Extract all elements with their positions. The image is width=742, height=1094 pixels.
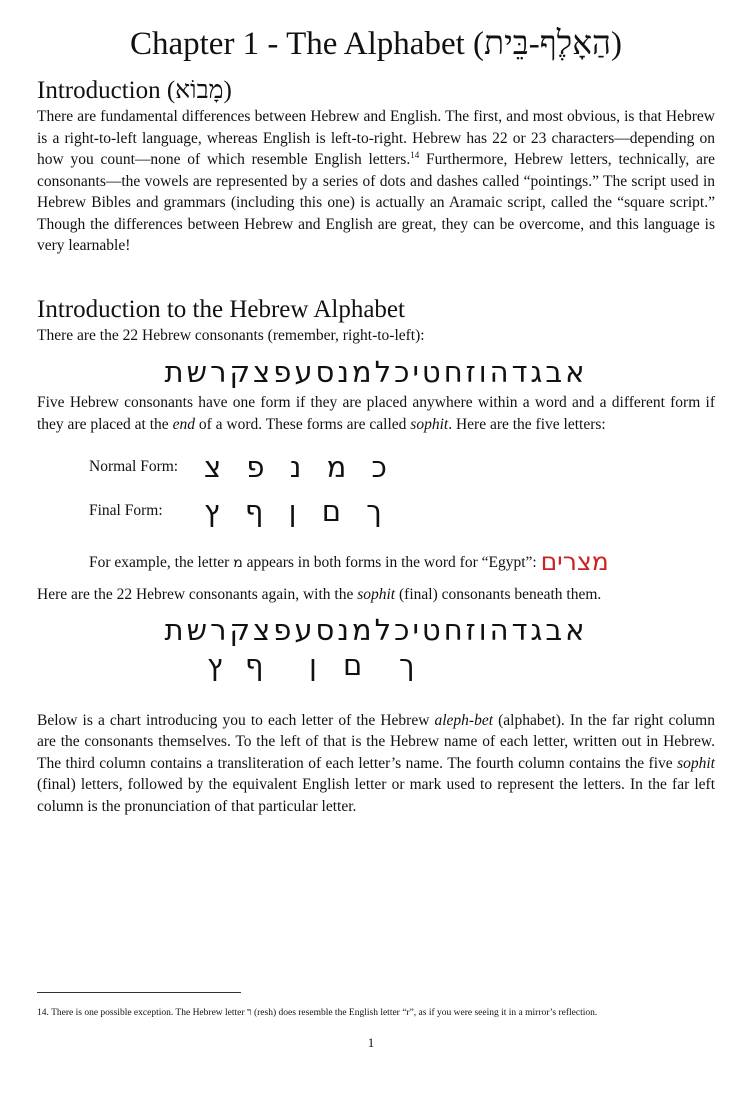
- final-letter-tsadi: ץ: [207, 647, 223, 682]
- final-intro-em: sophit: [357, 586, 396, 603]
- egypt-word: מצרים: [540, 547, 609, 576]
- chart-intro-text-b: (alphabet). In the far right column are the consonants themselves. To the left of that is the Hebrew name of each letter, written out in Hebrew. The third column contains a transliteration of each letter’s name. The fourth column contains the five: [37, 711, 715, 772]
- footnote-divider: [37, 992, 241, 993]
- example-text-b: appears in both forms in the word for “Egypt”:: [242, 554, 541, 571]
- hebrew-alphabet-row-2: אבגדהוזחטיכלמנסעפצקרשת: [164, 612, 588, 647]
- chart-intro-paragraph: [37, 710, 715, 818]
- intro-text-2: Furthermore, Hebrew letters, technically, are consonants—the vowels are represented by a series of dots and dashes called “pointings.” The script used in Hebrew Bibles and grammars (including this one) is actually an Aramaic script, called the “square script.” Though the differences between Hebrew and English are great, they can be overcome, and this language is very learnable!: [37, 151, 715, 254]
- chart-intro-em-alephbet: aleph-bet: [434, 711, 494, 729]
- egypt-example: [89, 549, 715, 576]
- chart-intro-em-sophit: sophit: [677, 754, 715, 772]
- sophit-em-end: end: [172, 415, 195, 433]
- example-mem-letter: מ: [233, 555, 243, 571]
- final-consonants-intro: [37, 584, 715, 606]
- final-letter-nun: ן: [309, 647, 317, 682]
- chart-intro-text-a: Below is a chart introducing you to each letter of the Hebrew: [37, 711, 435, 729]
- final-form-line: [89, 489, 715, 533]
- normal-form-line: [89, 445, 715, 489]
- sophit-em-word: sophit: [410, 415, 449, 433]
- footnote-reference[interactable]: 14: [410, 149, 420, 160]
- intro-text-1: There are fundamental differences between Hebrew and English. The first, and most obvious, is that Hebrew is a right-to-left language, whereas English is left-to-right. Hebrew has 22 or 23 characters—depending on how you count—none of which resemble English letters.: [37, 108, 715, 168]
- sophit-text-b: of a word. These forms are called: [194, 415, 411, 433]
- intro-heading: Introduction (מָבוֹא): [37, 77, 232, 104]
- final-letter-kaf: ך: [399, 647, 415, 682]
- chart-intro-text-c: (final) letters, followed by the equivalent English letter or mark used to represent the letters. In the far left column is the pronunciation of that particular letter.: [37, 776, 715, 815]
- final-letter-pe: ף: [245, 647, 264, 682]
- sophit-text-c: . Here are the five letters:: [448, 415, 606, 433]
- final-letters-row: [37, 648, 715, 688]
- sophit-paragraph: [37, 392, 715, 435]
- normal-form-label: Normal Form:: [89, 458, 179, 475]
- final-intro-text-a: Here are the 22 Hebrew consonants again, with the: [37, 586, 358, 603]
- sophit-text-a: Five Hebrew consonants have one form if they are placed anywhere within a word and a different form if they are placed at the: [37, 394, 715, 433]
- final-letter-mem: ם: [343, 647, 363, 682]
- example-text-a: For example, the letter: [89, 554, 234, 571]
- hebrew-alphabet-row: אבגדהוזחטיכלמנסעפצקרשת: [164, 355, 588, 389]
- final-form-letters: ך ם ן ף ץ: [204, 494, 390, 528]
- letter-forms: [89, 445, 715, 533]
- page-number: 1: [367, 1035, 375, 1050]
- alphabet-intro-text: There are the 22 Hebrew consonants (remember, right-to-left):: [37, 326, 425, 344]
- alphabet-heading: Introduction to the Hebrew Alphabet: [37, 295, 405, 323]
- final-intro-text-b: (final) consonants beneath them.: [395, 586, 602, 603]
- footnote: 14. There is one possible exception. The Hebrew letter ר (resh) does resemble the English letter “r”, as if you were seeing it in a mirror’s reflection.: [37, 1008, 598, 1018]
- normal-form-letters: כ מ נ פ צ: [204, 450, 395, 484]
- intro-paragraph: [37, 106, 715, 257]
- chapter-title: Chapter 1 - The Alphabet (הַאָלֶף-בֵּית): [129, 26, 623, 62]
- page: [37, 0, 715, 817]
- final-form-label: Final Form:: [89, 502, 163, 519]
